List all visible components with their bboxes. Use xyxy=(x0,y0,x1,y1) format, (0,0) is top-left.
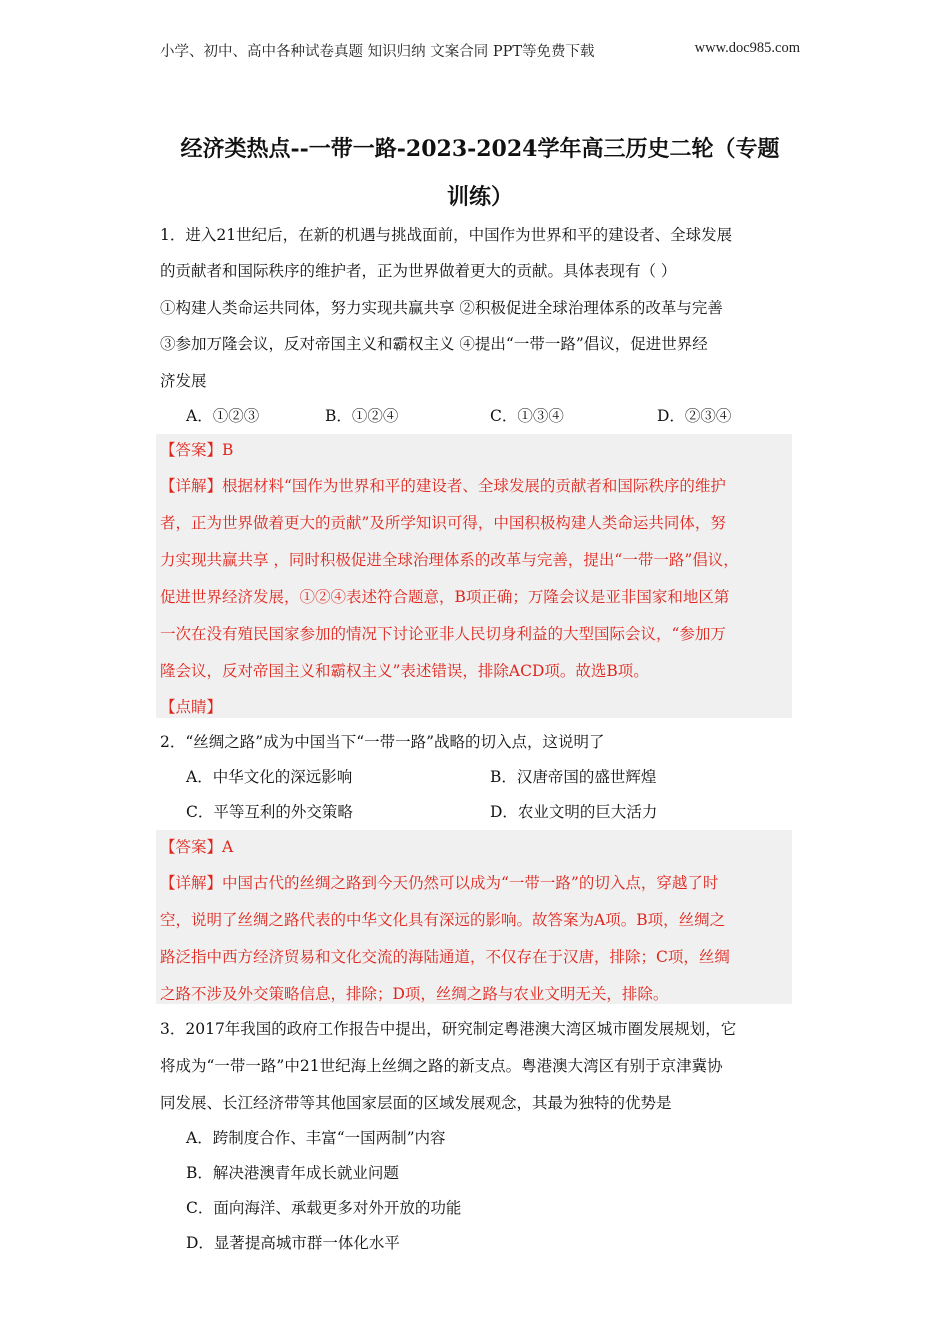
page-header xyxy=(160,40,800,61)
q1-stem-line: 济发展 xyxy=(160,372,207,390)
q2-option-b: B．汉唐帝国的盛世辉煌 xyxy=(490,768,657,786)
q1-comment: 【点睛】 xyxy=(160,698,223,716)
q2-analysis-line: 空，说明了丝绸之路代表的中华文化具有深远的影响。故答案为A项。B项，丝绸之 xyxy=(160,911,726,929)
q2-stem: 2．“丝绸之路”成为中国当下“一带一路”战略的切入点，这说明了 xyxy=(160,733,605,751)
q3-option-d: D．显著提高城市群一体化水平 xyxy=(186,1234,400,1252)
q2-option-c: C．平等互利的外交策略 xyxy=(186,803,353,821)
q1-stem-line: ③参加万隆会议，反对帝国主义和霸权主义 ④提出“一带一路”倡议，促进世界经 xyxy=(160,335,708,353)
q2-analysis-line: 之路不涉及外交策略信息，排除；D项，丝绸之路与农业文明无关，排除。 xyxy=(160,985,669,1003)
document-title-line2: 训练） xyxy=(446,184,513,210)
q3-option-b: B．解决港澳青年成长就业问题 xyxy=(186,1164,399,1182)
q1-analysis-line: 者，正为世界做着更大的贡献”及所学知识可得，中国积极构建人类命运共同体，努 xyxy=(160,514,726,532)
q1-answer: 【答案】B xyxy=(160,441,234,459)
q1-analysis-line: 【详解】根据材料“国作为世界和平的建设者、全球发展的贡献者和国际秩序的维护 xyxy=(160,477,726,495)
q1-analysis-line: 促进世界经济发展，①②④表述符合题意，B项正确；万隆会议是亚非国家和地区第 xyxy=(160,588,730,606)
q3-stem-line: 3．2017年我国的政府工作报告中提出，研究制定粤港澳大湾区城市圈发展规划，它 xyxy=(160,1020,737,1038)
q3-option-c: C．面向海洋、承载更多对外开放的功能 xyxy=(186,1199,462,1217)
q1-option-d: D．②③④ xyxy=(657,407,732,425)
q2-analysis-line: 路泛指中西方经济贸易和文化交流的海陆通道，不仅存在于汉唐，排除；C项，丝绸 xyxy=(160,948,730,966)
q1-option-c: C．①③④ xyxy=(490,407,564,425)
q1-stem-line: ①构建人类命运共同体，努力实现共赢共享 ②积极促进全球治理体系的改革与完善 xyxy=(160,299,723,317)
q3-stem-line: 将成为“一带一路”中21世纪海上丝绸之路的新支点。粤港澳大湾区有别于京津冀协 xyxy=(160,1057,723,1075)
header-text: 小学、初中、高中各种试卷真题 知识归纳 文案合同 PPT等免费下载 xyxy=(160,44,595,60)
q1-option-a: A．①②③ xyxy=(186,407,260,425)
q1-analysis-line: 隆会议，反对帝国主义和霸权主义”表述错误，排除ACD项。故选B项。 xyxy=(160,662,649,680)
q3-stem-line: 同发展、长江经济带等其他国家层面的区域发展观念，其最为独特的优势是 xyxy=(160,1094,672,1112)
header-site-link[interactable]: www.doc985.com xyxy=(694,40,800,56)
q2-option-a: A．中华文化的深远影响 xyxy=(186,768,353,786)
q1-analysis-line: 一次在没有殖民国家参加的情况下讨论亚非人民切身利益的大型国际会议，“参加万 xyxy=(160,625,726,643)
q2-option-d: D．农业文明的巨大活力 xyxy=(490,803,658,821)
q1-stem-line: 1．进入21世纪后，在新的机遇与挑战面前，中国作为世界和平的建设者、全球发展 xyxy=(160,226,733,244)
q3-option-a: A．跨制度合作、丰富“一国两制”内容 xyxy=(186,1129,446,1147)
q2-answer: 【答案】A xyxy=(160,838,234,856)
q2-analysis-line: 【详解】中国古代的丝绸之路到今天仍然可以成为“一带一路”的切入点，穿越了时 xyxy=(160,874,719,892)
q1-option-b: B．①②④ xyxy=(325,407,399,425)
document-title-line1: 经济类热点--一带一路-2023-2024学年高三历史二轮（专题 xyxy=(180,136,780,162)
q1-analysis-line: 力实现共赢共享 ，同时积极促进全球治理体系的改革与完善，提出“一带一路”倡议， xyxy=(160,551,739,569)
q1-stem-line: 的贡献者和国际秩序的维护者，正为世界做着更大的贡献。具体表现有（ ） xyxy=(160,262,677,280)
